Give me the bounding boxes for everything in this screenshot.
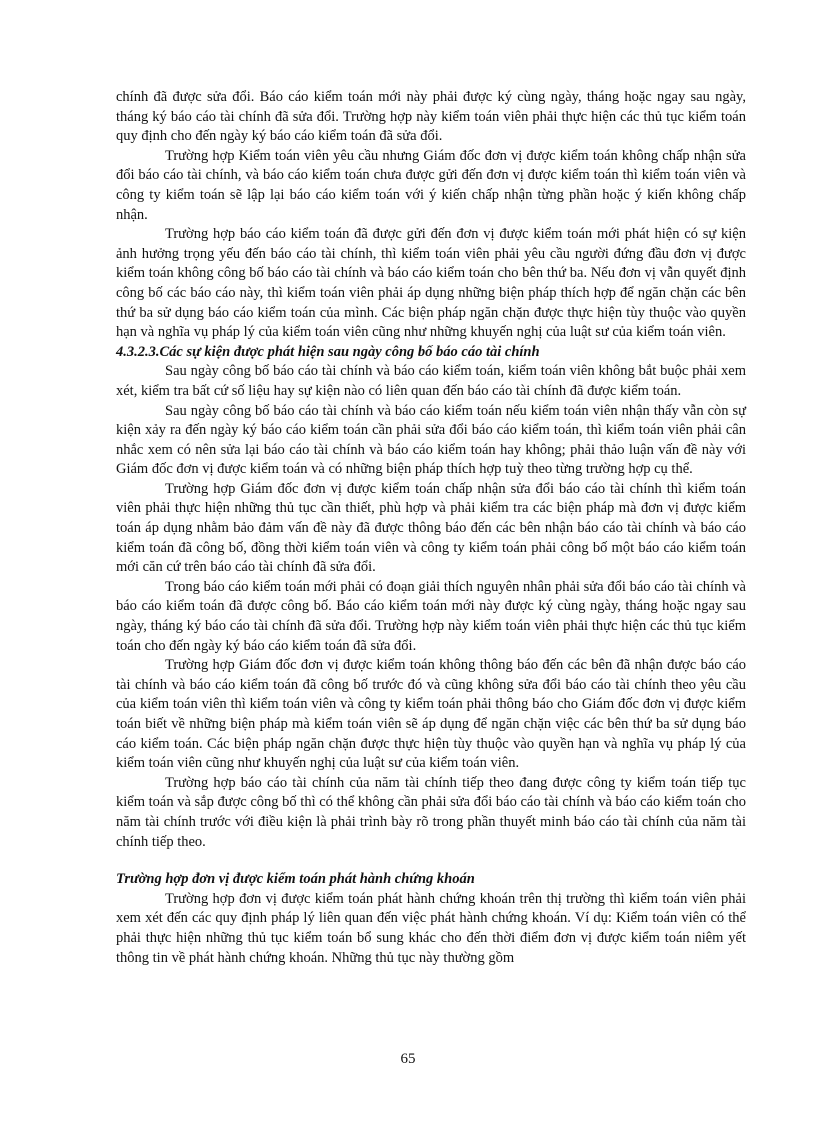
subheading-securities: Trường hợp đơn vị được kiểm toán phát hành chứng khoán	[116, 871, 475, 888]
paragraph-director-accepts: Trường hợp Giám đốc đơn vị được kiểm toán chấp nhận sửa đổi báo cáo tài chính thì kiểm toán viên phải thực hiện những thủ tục cần thiết, phù hợp và phải kiểm tra các biện pháp mà đơn vị được kiểm toán áp dụng nhằm bảo đảm vấn đề này đã được thông báo đến các bên nhận báo cáo tài chính và báo cáo kiểm toán đã công bố, đồng thời kiểm toán viên và công ty kiểm toán phải công bố một báo cáo kiểm toán mới căn cứ trên báo cáo tài chính đã sửa đổi.	[116, 480, 746, 576]
paragraph-auditor-request: Trường hợp Kiểm toán viên yêu cầu nhưng Giám đốc đơn vị được kiểm toán không chấp nhận sửa đổi báo cáo tài chính, và báo cáo kiểm toán chưa được gửi đến đơn vị được kiểm toán thì kiểm toán viên và công ty kiểm toán sẽ lập lại báo cáo kiểm toán với ý kiến chấp nhận từng phần hoặc ý kiến không chấp nhận.	[116, 147, 746, 223]
paragraph-next-year: Trường hợp báo cáo tài chính của năm tài chính tiếp theo đang được công ty kiểm toán tiếp tục kiểm toán và sắp được công bố thì có thể không cần phải sửa đổi báo cáo tài chính và báo cáo kiểm toán cho năm tài chính trước với điều kiện là phải trình bày rõ trong phần thuyết minh báo cáo tài chính của năm tài chính tiếp theo.	[116, 774, 746, 850]
paragraph-continuation: chính đã được sửa đổi. Báo cáo kiểm toán mới này phải được ký cùng ngày, tháng hoặc ngay sau ngày, tháng ký báo cáo tài chính đã sửa đổi. Trường hợp này kiểm toán viên phải thực hiện các thủ tục kiểm toán quy định cho đến ngày ký báo cáo kiểm toán đã sửa đổi.	[116, 89, 746, 145]
page-number: 65	[400, 1051, 416, 1067]
paragraph-report-sent: Trường hợp báo cáo kiểm toán đã được gửi đến đơn vị được kiểm toán mới phát hiện có sự kiện ảnh hưởng trọng yếu đến báo cáo tài chính, thì kiểm toán viên phải yêu cầu người đứng đầu đơn vị được kiểm toán không công bố báo cáo tài chính và báo cáo kiểm toán cho bên thứ ba. Nếu đơn vị vẫn quyết định công bố các báo cáo này, thì kiểm toán viên phải áp dụng những biện pháp thích hợp để ngăn chặn các bên thứ ba sử dụng báo cáo kiểm toán của mình. Các biện pháp ngăn chặn được thực hiện tùy thuộc vào quyền hạn và nghĩa vụ pháp lý của kiểm toán viên cũng như những khuyến nghị của luật sư của kiểm toán viên.	[116, 226, 746, 341]
paragraph-after-publication: Sau ngày công bố báo cáo tài chính và báo cáo kiểm toán, kiểm toán viên không bắt buộc phải xem xét, kiểm tra bất cứ số liệu hay sự kiện nào có liên quan đến báo cáo tài chính đã được kiểm toán.	[116, 363, 746, 399]
paragraph-events-found: Sau ngày công bố báo cáo tài chính và báo cáo kiểm toán nếu kiểm toán viên nhận thấy vẫn còn sự kiện xảy ra đến ngày ký báo cáo kiểm toán cần phải sửa đổi báo cáo kiểm toán, thì kiểm toán viên phải cân nhắc xem có nên sửa lại báo cáo tài chính và báo cáo kiểm toán hay không; phải thảo luận vấn đề này với Giám đốc đơn vị được kiểm toán và có những biện pháp thích hợp tuỳ theo từng trường hợp cụ thể.	[116, 402, 746, 478]
section-heading-4-3-2-3: 4.3.2.3.Các sự kiện được phát hiện sau ngày công bố báo cáo tài chính	[116, 343, 540, 360]
paragraph-new-report: Trong báo cáo kiểm toán mới phải có đoạn giải thích nguyên nhân phải sửa đổi báo cáo tài chính và báo cáo kiểm toán đã được công bố. Báo cáo kiểm toán mới này được ký cùng ngày, tháng hoặc ngay sau ngày, tháng ký báo cáo tài chính đã sửa đổi. Trường hợp này kiểm toán viên phải thực hiện các thủ tục kiểm toán cho đến ngày ký báo cáo kiểm toán đã sửa đổi.	[116, 578, 746, 654]
paragraph-securities: Trường hợp đơn vị được kiểm toán phát hành chứng khoán trên thị trường thì kiểm toán viên phải xem xét đến các quy định pháp lý liên quan đến việc phát hành chứng khoán. Ví dụ: Kiểm toán viên có thể phải thực hiện những thủ tục kiểm toán bổ sung khác cho đến thời điểm đơn vị được kiểm toán niêm yết thông tin về phát hành chứng khoán. Những thủ tục này thường gồm	[116, 890, 746, 966]
document-page	[116, 88, 746, 968]
paragraph-director-no-notice: Trường hợp Giám đốc đơn vị được kiểm toán không thông báo đến các bên đã nhận được báo cáo tài chính và báo cáo kiểm toán đã công bố trước đó và cũng không sửa đổi báo cáo tài chính theo yêu cầu của kiểm toán viên thì kiểm toán viên và công ty kiểm toán phải thông báo cho Giám đốc đơn vị được kiểm toán biết về những biện pháp mà kiểm toán viên sẽ áp dụng để ngăn chặn việc các bên thứ ba sử dụng báo cáo kiểm toán. Các biện pháp ngăn chặn được thực hiện tùy thuộc vào quyền hạn và nghĩa vụ pháp lý của kiểm toán viên cũng như khuyến nghị của luật sư của kiểm toán viên.	[116, 657, 746, 772]
